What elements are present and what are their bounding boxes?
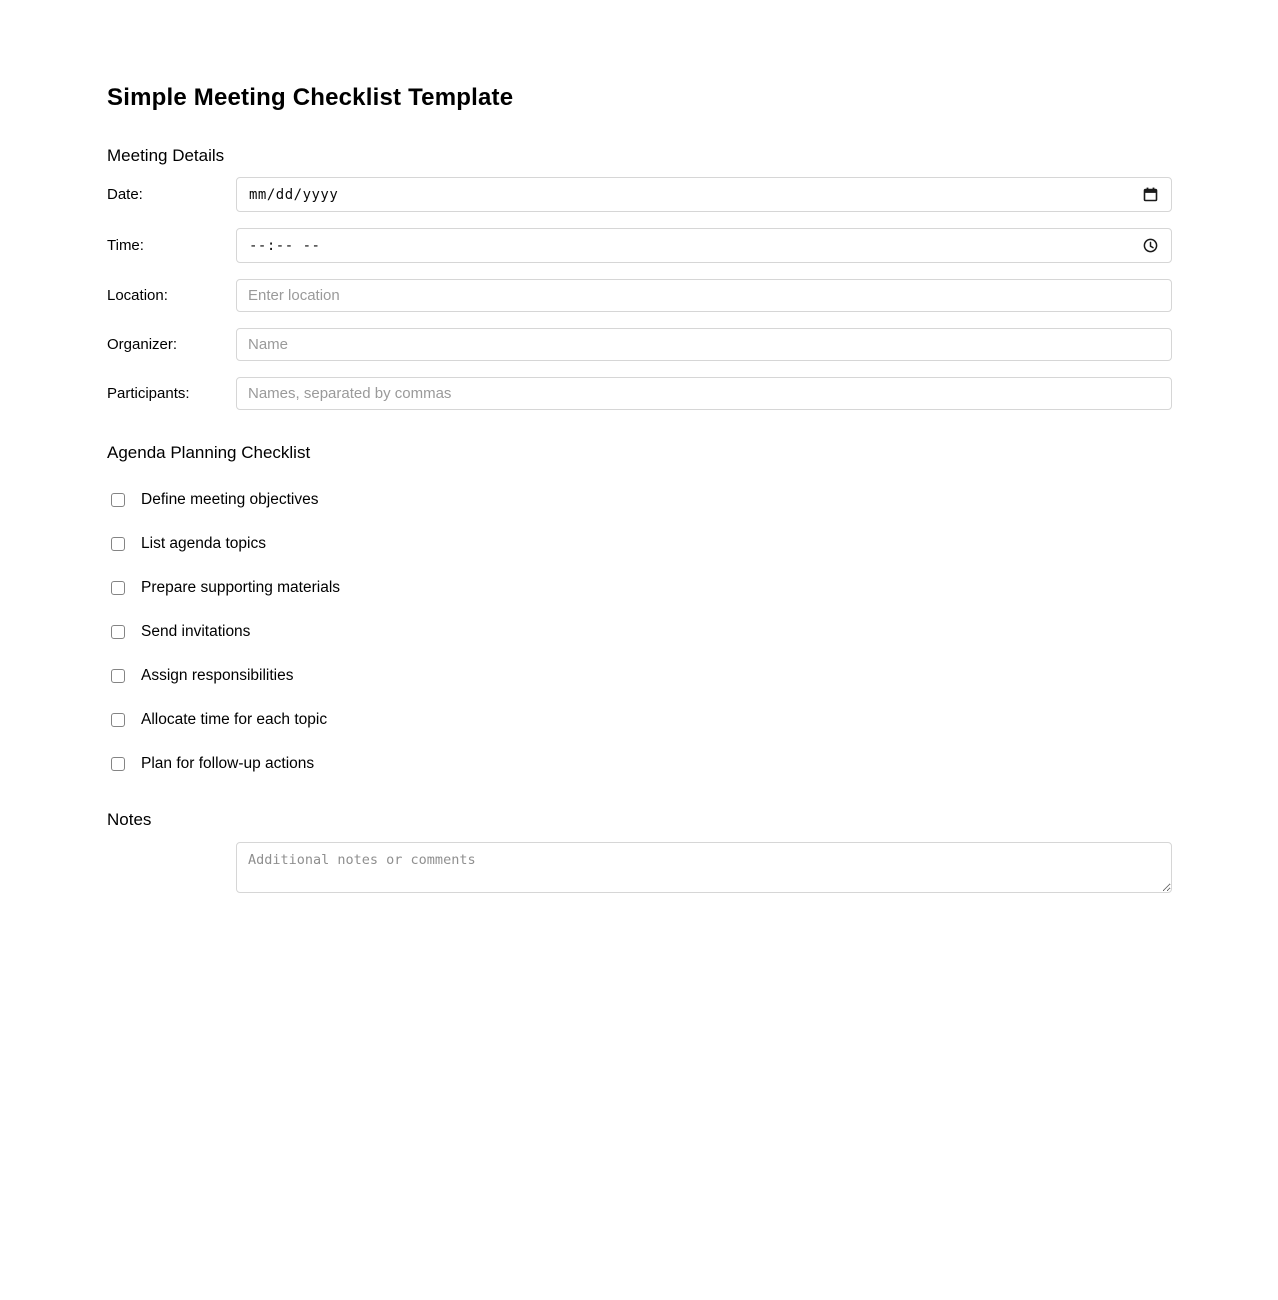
checklist-item-assign-responsibilities	[107, 667, 1172, 685]
notes-row	[107, 842, 1172, 893]
allocate-time-checkbox[interactable]	[111, 713, 125, 727]
prepare-materials-checkbox[interactable]	[111, 581, 125, 595]
time-field-row	[107, 228, 1172, 263]
checklist-item-label: Define meeting objectives	[141, 491, 319, 508]
checklist-item-label: Allocate time for each topic	[141, 711, 328, 728]
location-input[interactable]	[236, 279, 1172, 312]
follow-up-checkbox[interactable]	[111, 757, 125, 771]
send-invitations-checkbox[interactable]	[111, 625, 125, 639]
location-field-label: Location:	[107, 287, 168, 304]
date-field-label: Date:	[107, 186, 143, 203]
time-input[interactable]	[236, 228, 1172, 263]
checklist-item-prepare-materials	[107, 579, 1172, 597]
checklist-item-define-objectives	[107, 491, 1172, 509]
date-field-row	[107, 177, 1172, 212]
location-field-row	[107, 279, 1172, 312]
organizer-field-row	[107, 328, 1172, 361]
organizer-input[interactable]	[236, 328, 1172, 361]
content-container	[107, 0, 1172, 893]
page-title: Simple Meeting Checklist Template	[107, 84, 514, 111]
assign-responsibilities-checkbox[interactable]	[111, 669, 125, 683]
agenda-checklist-heading: Agenda Planning Checklist	[107, 443, 311, 462]
checklist-item-send-invitations	[107, 623, 1172, 641]
notes-heading: Notes	[107, 810, 152, 829]
checklist-item-label: Plan for follow-up actions	[141, 755, 315, 772]
checklist-item-label: Assign responsibilities	[141, 667, 294, 684]
participants-input[interactable]	[236, 377, 1172, 410]
checklist-item-label: List agenda topics	[141, 535, 266, 552]
date-input-value: mm/dd/yyyy	[249, 186, 339, 203]
define-objectives-checkbox[interactable]	[111, 493, 125, 507]
notes-textarea[interactable]	[236, 842, 1172, 893]
checklist-item-follow-up	[107, 755, 1172, 773]
checklist-item-label: Send invitations	[141, 623, 251, 640]
time-field-label: Time:	[107, 237, 144, 254]
checklist-item-list-topics	[107, 535, 1172, 553]
checklist-item-allocate-time	[107, 711, 1172, 729]
list-topics-checkbox[interactable]	[111, 537, 125, 551]
meeting-details-heading: Meeting Details	[107, 146, 225, 165]
clock-icon[interactable]	[1142, 237, 1159, 254]
participants-field-row	[107, 377, 1172, 410]
organizer-field-label: Organizer:	[107, 336, 178, 353]
participants-field-label: Participants:	[107, 385, 190, 402]
time-input-value: --:-- --	[249, 237, 321, 254]
checklist-item-label: Prepare supporting materials	[141, 579, 341, 596]
calendar-icon[interactable]	[1142, 186, 1159, 203]
date-input[interactable]	[236, 177, 1172, 212]
